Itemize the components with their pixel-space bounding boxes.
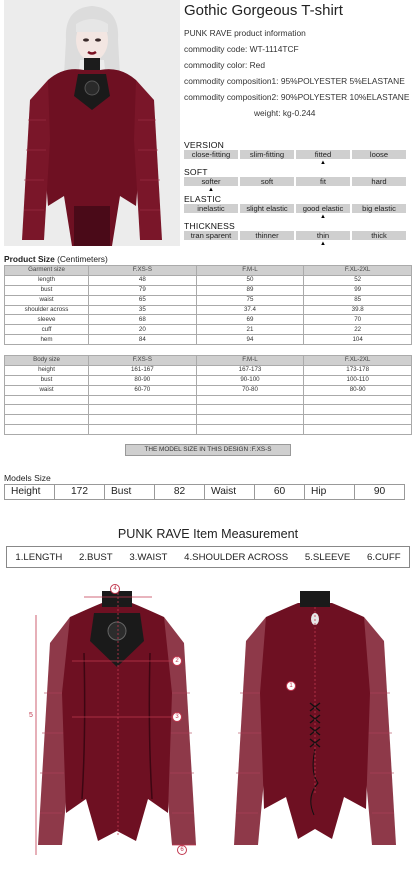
selected-marker: ▲ — [320, 160, 326, 166]
product-size-title — [4, 254, 108, 264]
commodity-color: commodity color: Red — [184, 60, 265, 70]
table-cell: 99 — [304, 285, 412, 295]
table-cell — [5, 405, 89, 415]
table-cell — [196, 415, 304, 425]
scale-name: SOFT — [184, 167, 208, 177]
table-cell — [5, 395, 89, 405]
table-row — [5, 275, 412, 285]
table-cell: length — [5, 275, 89, 285]
product-subtitle: PUNK RAVE product information — [184, 28, 306, 38]
model-hip-value: 90 — [354, 484, 405, 500]
scale-option: thin — [296, 231, 350, 240]
table-cell: bust — [5, 285, 89, 295]
garment-size-table — [4, 265, 412, 345]
table-cell: bust — [5, 375, 89, 385]
table-row — [5, 425, 412, 435]
measurement-legend — [6, 546, 410, 568]
table-cell — [89, 405, 197, 415]
scale-name: ELASTIC — [184, 194, 222, 204]
measurement-sleeve: 5.SLEEVE — [304, 551, 351, 563]
measure-marker-4: 4 — [110, 584, 120, 594]
table-cell: 70-80 — [196, 385, 304, 395]
table-cell: height — [5, 365, 89, 375]
models-size-title: Models Size — [4, 473, 51, 483]
table-cell — [304, 415, 412, 425]
commodity-weight: weight: kg-0.244 — [254, 108, 316, 118]
model-photo — [4, 0, 180, 246]
scale-soft — [184, 167, 412, 194]
table-row — [5, 405, 412, 415]
table-cell: 22 — [304, 325, 412, 335]
measurement-shoulder-across: 4.SHOULDER ACROSS — [184, 551, 289, 563]
table-cell: 84 — [89, 335, 197, 345]
model-waist-value: 60 — [254, 484, 305, 500]
table-header-cell: F.XL-2XL — [304, 356, 412, 366]
table-cell: 70 — [304, 315, 412, 325]
table-cell — [89, 395, 197, 405]
commodity-code: commodity code: WT-1114TCF — [184, 44, 299, 54]
model-bust-value: 82 — [154, 484, 205, 500]
scale-option: close-fitting — [184, 150, 238, 159]
model-waist-label: Waist — [204, 484, 255, 500]
commodity-composition-1: commodity composition1: 95%POLYESTER 5%ELASTANE — [184, 76, 405, 86]
table-cell: 68 — [89, 315, 197, 325]
product-info — [184, 2, 412, 121]
table-row — [5, 315, 412, 325]
scale-bar — [184, 204, 412, 213]
table-header-row — [5, 356, 412, 366]
table-cell — [196, 405, 304, 415]
table-cell: 65 — [89, 295, 197, 305]
table-cell: 104 — [304, 335, 412, 345]
table-row — [5, 365, 412, 375]
measurement-length: 1.LENGTH — [15, 551, 63, 563]
table-header-cell: Garment size — [5, 266, 89, 276]
model-height-label: Height — [4, 484, 55, 500]
table-row — [5, 305, 412, 315]
table-cell: 167-173 — [196, 365, 304, 375]
table-header-cell: F.XL-2XL — [304, 266, 412, 276]
table-row — [5, 325, 412, 335]
table-row — [5, 375, 412, 385]
scale-option: softer — [184, 177, 238, 186]
model-photo-illustration — [4, 0, 180, 246]
models-size-table — [4, 484, 412, 500]
table-cell: 90-100 — [196, 375, 304, 385]
table-cell: cuff — [5, 325, 89, 335]
measurement-bust: 2.BUST — [79, 551, 113, 563]
table-cell — [304, 425, 412, 435]
scale-option: fit — [296, 177, 350, 186]
table-cell: 50 — [196, 275, 304, 285]
table-cell: shoulder across — [5, 305, 89, 315]
measure-marker-3: 3 — [172, 712, 182, 722]
table-header-cell: F.XS-S — [89, 266, 197, 276]
scale-option: thinner — [240, 231, 294, 240]
table-cell: 48 — [89, 275, 197, 285]
table-cell — [304, 405, 412, 415]
selected-marker: ▲ — [208, 187, 214, 193]
commodity-composition-2: commodity composition2: 90%POLYESTER 10%ELASTANE — [184, 92, 410, 102]
table-cell: 20 — [89, 325, 197, 335]
garment-front-illustration — [22, 583, 212, 863]
scale-option: fitted — [296, 150, 350, 159]
table-row — [5, 395, 412, 405]
scale-bar — [184, 177, 412, 186]
table-row — [5, 385, 412, 395]
table-cell — [304, 395, 412, 405]
scale-option: inelastic — [184, 204, 238, 213]
measurement-cuff: 6.CUFF — [366, 551, 401, 563]
body-size-table — [4, 355, 412, 435]
table-row — [5, 335, 412, 345]
garment-back-figure — [222, 583, 408, 863]
product-size-unit: (Centimeters) — [57, 254, 108, 264]
table-cell: hem — [5, 335, 89, 345]
table-cell: 75 — [196, 295, 304, 305]
scale-name: VERSION — [184, 140, 225, 150]
table-cell: 161-167 — [89, 365, 197, 375]
scale-option: loose — [352, 150, 406, 159]
table-cell: 80-90 — [89, 375, 197, 385]
product-title: Gothic Gorgeous T-shirt — [184, 2, 343, 19]
table-cell: 21 — [196, 325, 304, 335]
selected-marker: ▲ — [320, 241, 326, 247]
selected-marker: ▲ — [320, 214, 326, 220]
scale-option: slight elastic — [240, 204, 294, 213]
table-header-row — [5, 266, 412, 276]
measure-marker-5: 5 — [29, 712, 33, 719]
measure-marker-6: 6 — [177, 845, 187, 855]
scale-option: tran sparent — [184, 231, 238, 240]
scale-bar — [184, 231, 412, 240]
table-header-cell: F.M-L — [196, 356, 304, 366]
table-cell: 89 — [196, 285, 304, 295]
product-size-heading: Product Size — [4, 254, 55, 264]
measure-marker-2: 2 — [172, 656, 182, 666]
table-cell: 80-90 — [304, 385, 412, 395]
scale-option: big elastic — [352, 204, 406, 213]
table-row — [5, 285, 412, 295]
table-header-cell: Body size — [5, 356, 89, 366]
table-cell — [89, 415, 197, 425]
table-cell — [196, 395, 304, 405]
table-cell: 52 — [304, 275, 412, 285]
garment-front-figure — [22, 583, 212, 863]
table-cell: 39.8 — [304, 305, 412, 315]
table-cell: sleeve — [5, 315, 89, 325]
table-cell: 94 — [196, 335, 304, 345]
measure-marker-1: 1 — [286, 681, 296, 691]
table-row — [5, 415, 412, 425]
model-bust-label: Bust — [104, 484, 155, 500]
table-cell — [5, 415, 89, 425]
fabric-rating-scales — [184, 140, 412, 248]
scale-option: slim-fitting — [240, 150, 294, 159]
table-cell: 85 — [304, 295, 412, 305]
scale-option: hard — [352, 177, 406, 186]
table-cell: 173-178 — [304, 365, 412, 375]
table-cell — [196, 425, 304, 435]
model-height-value: 172 — [54, 484, 105, 500]
scale-option: thick — [352, 231, 406, 240]
table-cell: 69 — [196, 315, 304, 325]
table-row — [5, 295, 412, 305]
model-hip-label: Hip — [304, 484, 355, 500]
scale-thickness — [184, 221, 412, 248]
table-cell: waist — [5, 385, 89, 395]
scale-elastic — [184, 194, 412, 221]
table-cell — [89, 425, 197, 435]
table-cell: waist — [5, 295, 89, 305]
scale-version — [184, 140, 412, 167]
garment-back-illustration — [222, 583, 408, 863]
table-cell: 100-110 — [304, 375, 412, 385]
measurement-title: PUNK RAVE Item Measurement — [117, 527, 299, 541]
table-cell: 60-70 — [89, 385, 197, 395]
table-cell — [5, 425, 89, 435]
scale-option: soft — [240, 177, 294, 186]
table-header-cell: F.XS-S — [89, 356, 197, 366]
measurement-waist: 3.WAIST — [129, 551, 168, 563]
table-cell: 37.4 — [196, 305, 304, 315]
scale-option: good elastic — [296, 204, 350, 213]
scale-name: THICKNESS — [184, 221, 235, 231]
table-header-cell: F.M-L — [196, 266, 304, 276]
model-size-note: THE MODEL SIZE IN THIS DESIGN :F.XS-S — [125, 444, 291, 456]
table-cell: 35 — [89, 305, 197, 315]
table-cell: 79 — [89, 285, 197, 295]
scale-bar — [184, 150, 412, 159]
